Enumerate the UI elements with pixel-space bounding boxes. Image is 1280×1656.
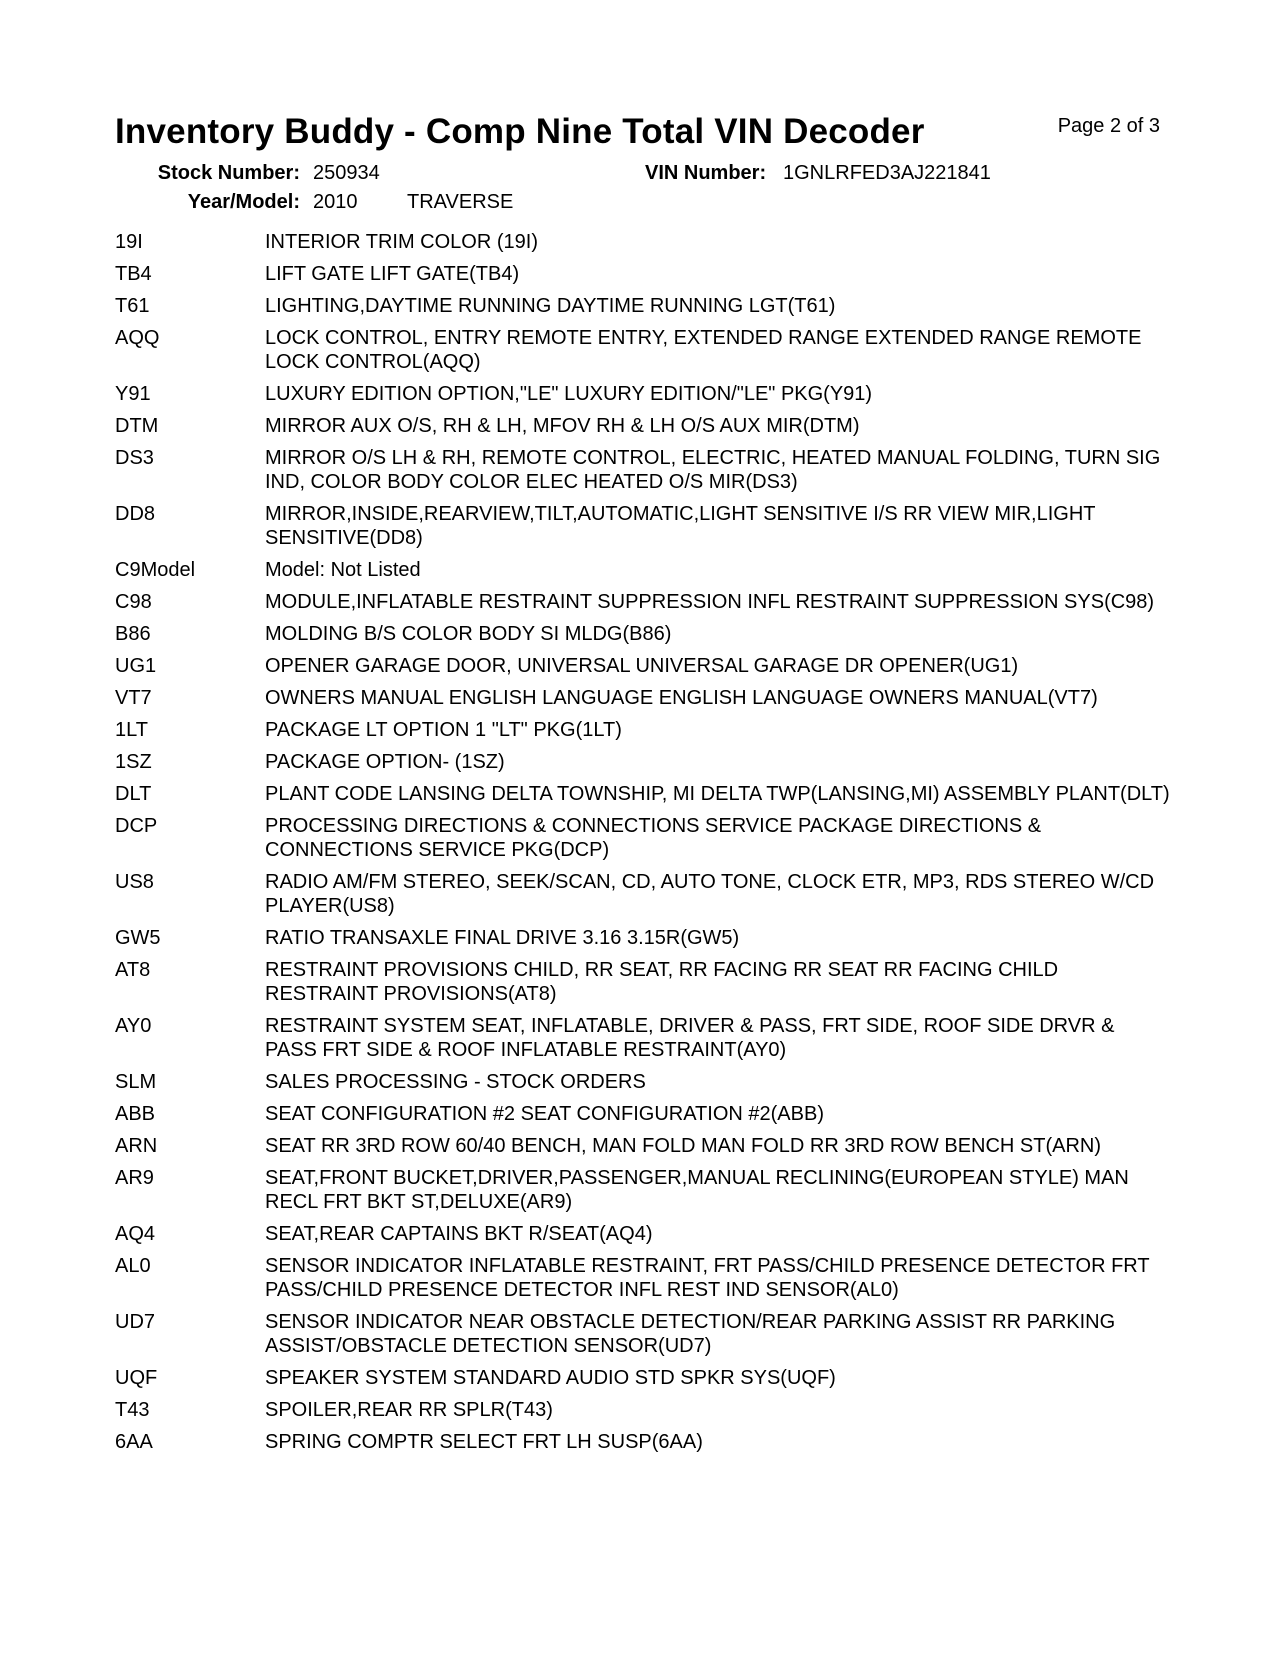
option-code: 1SZ: [115, 751, 152, 773]
option-description: RESTRAINT SYSTEM SEAT, INFLATABLE, DRIVER & PASS, FRT SIDE, ROOF SIDE DRVR & PASS FRT SIDE & ROOF INFLATABLE RESTRAINT(AY0): [265, 1015, 1115, 1061]
option-row: [115, 1134, 1170, 1158]
option-description: SPEAKER SYSTEM STANDARD AUDIO STD SPKR SYS(UQF): [265, 1367, 836, 1389]
option-description: MOLDING B/S COLOR BODY SI MLDG(B86): [265, 623, 672, 645]
option-description: OPENER GARAGE DOOR, UNIVERSAL UNIVERSAL GARAGE DR OPENER(UG1): [265, 655, 1019, 677]
option-code: ABB: [115, 1103, 156, 1125]
option-description: SPRING COMPTR SELECT FRT LH SUSP(6AA): [265, 1431, 703, 1453]
option-description: MIRROR O/S LH & RH, REMOTE CONTROL, ELECTRIC, HEATED MANUAL FOLDING, TURN SIG IND, COLOR BODY COLOR ELEC HEATED O/S MIR(DS3): [265, 447, 1161, 493]
option-code: AT8: [115, 959, 151, 981]
option-code: AQ4: [115, 1223, 156, 1245]
option-code: 1LT: [115, 719, 148, 741]
option-description: MODULE,INFLATABLE RESTRAINT SUPPRESSION INFL RESTRAINT SUPPRESSION SYS(C98): [265, 591, 1155, 613]
model-value: TRAVERSE: [407, 191, 514, 213]
option-description: SEAT,FRONT BUCKET,DRIVER,PASSENGER,MANUAL RECLINING(EUROPEAN STYLE) MAN RECL FRT BKT ST,DELUXE(AR9): [265, 1167, 1129, 1213]
option-row: [115, 1166, 1170, 1214]
option-row: [115, 558, 1170, 582]
option-code: DCP: [115, 815, 158, 837]
stock-number-value: 250934: [313, 162, 380, 184]
option-description: LIFT GATE LIFT GATE(TB4): [265, 263, 520, 285]
option-row: [115, 326, 1170, 374]
option-description: LIGHTING,DAYTIME RUNNING DAYTIME RUNNING LGT(T61): [265, 295, 836, 317]
option-row: [115, 502, 1170, 550]
option-code: DS3: [115, 447, 154, 469]
option-row: [115, 1014, 1170, 1062]
option-code: UG1: [115, 655, 157, 677]
option-description: PACKAGE LT OPTION 1 "LT" PKG(1LT): [265, 719, 622, 741]
option-row: [115, 446, 1170, 494]
option-row: [115, 230, 1170, 254]
option-code: C98: [115, 591, 152, 613]
option-code: AQQ: [115, 327, 160, 349]
option-row: [115, 654, 1170, 678]
option-code: T61: [115, 295, 150, 317]
option-description: MIRROR,INSIDE,REARVIEW,TILT,AUTOMATIC,LIGHT SENSITIVE I/S RR VIEW MIR,LIGHT SENSITIVE(DD8): [265, 503, 1096, 549]
option-row: [115, 414, 1170, 438]
option-row: [115, 814, 1170, 862]
option-row: [115, 870, 1170, 918]
option-description: LOCK CONTROL, ENTRY REMOTE ENTRY, EXTENDED RANGE EXTENDED RANGE REMOTE LOCK CONTROL(AQQ): [265, 327, 1142, 373]
option-code: Y91: [115, 383, 151, 405]
year-model-label: Year/Model:: [187, 191, 300, 213]
option-description: OWNERS MANUAL ENGLISH LANGUAGE ENGLISH LANGUAGE OWNERS MANUAL(VT7): [265, 687, 1098, 709]
stock-number-label: Stock Number:: [157, 162, 300, 184]
option-code: US8: [115, 871, 154, 893]
option-description: SALES PROCESSING - STOCK ORDERS: [265, 1071, 646, 1093]
option-code: 6AA: [115, 1431, 153, 1453]
option-description: MIRROR AUX O/S, RH & LH, MFOV RH & LH O/S AUX MIR(DTM): [265, 415, 860, 437]
option-code: C9Model: [115, 559, 196, 581]
option-code: AY0: [115, 1015, 152, 1037]
option-description: LUXURY EDITION OPTION,"LE" LUXURY EDITION/"LE" PKG(Y91): [265, 383, 873, 405]
option-description: RADIO AM/FM STEREO, SEEK/SCAN, CD, AUTO TONE, CLOCK ETR, MP3, RDS STEREO W/CD PLAYER(US8): [265, 871, 1155, 917]
option-code: VT7: [115, 687, 152, 709]
option-row: [115, 782, 1170, 806]
option-row: [115, 1398, 1170, 1422]
option-row: [115, 382, 1170, 406]
option-description: SPOILER,REAR RR SPLR(T43): [265, 1399, 553, 1421]
option-row: [115, 1222, 1170, 1246]
option-description: SEAT RR 3RD ROW 60/40 BENCH, MAN FOLD MAN FOLD RR 3RD ROW BENCH ST(ARN): [265, 1135, 1102, 1157]
option-code: DLT: [115, 783, 152, 805]
option-code: 19I: [115, 231, 143, 253]
option-description: INTERIOR TRIM COLOR (19I): [265, 231, 538, 253]
option-row: [115, 686, 1170, 710]
option-row: [115, 958, 1170, 1006]
option-code: B86: [115, 623, 151, 645]
option-code: UD7: [115, 1311, 156, 1333]
option-row: [115, 1070, 1170, 1094]
option-row: [115, 1430, 1170, 1454]
option-row: [115, 750, 1170, 774]
option-code: DTM: [115, 415, 159, 437]
option-description: SENSOR INDICATOR NEAR OBSTACLE DETECTION/REAR PARKING ASSIST RR PARKING ASSIST/OBSTACLE DETECTION SENSOR(UD7): [265, 1311, 1116, 1357]
option-row: [115, 1366, 1170, 1390]
option-row: [115, 590, 1170, 614]
option-description: Model: Not Listed: [265, 559, 421, 581]
option-list: [115, 230, 1170, 1462]
option-description: RESTRAINT PROVISIONS CHILD, RR SEAT, RR FACING RR SEAT RR FACING CHILD RESTRAINT PROVISIONS(AT8): [265, 959, 1059, 1005]
option-row: [115, 926, 1170, 950]
option-row: [115, 1254, 1170, 1302]
option-description: PROCESSING DIRECTIONS & CONNECTIONS SERVICE PACKAGE DIRECTIONS & CONNECTIONS SERVICE PKG(DCP): [265, 815, 1042, 861]
option-code: DD8: [115, 503, 156, 525]
option-description: PACKAGE OPTION- (1SZ): [265, 751, 505, 773]
option-description: SEAT,REAR CAPTAINS BKT R/SEAT(AQ4): [265, 1223, 653, 1245]
option-description: SENSOR INDICATOR INFLATABLE RESTRAINT, FRT PASS/CHILD PRESENCE DETECTOR FRT PASS/CHILD PRESENCE DETECTOR INFL REST IND SENSOR(AL0): [265, 1255, 1150, 1301]
option-row: [115, 1102, 1170, 1126]
option-row: [115, 262, 1170, 286]
year-value: 2010: [313, 191, 358, 213]
option-description: RATIO TRANSAXLE FINAL DRIVE 3.16 3.15R(GW5): [265, 927, 740, 949]
option-description: SEAT CONFIGURATION #2 SEAT CONFIGURATION #2(ABB): [265, 1103, 824, 1125]
option-description: PLANT CODE LANSING DELTA TOWNSHIP, MI DELTA TWP(LANSING,MI) ASSEMBLY PLANT(DLT): [265, 783, 1170, 805]
option-code: GW5: [115, 927, 161, 949]
option-code: TB4: [115, 263, 152, 285]
option-code: AL0: [115, 1255, 151, 1277]
page-number: Page 2 of 3: [1057, 115, 1160, 137]
vin-label: VIN Number:: [645, 162, 767, 184]
option-row: [115, 1310, 1170, 1358]
option-row: [115, 294, 1170, 318]
page-title: Inventory Buddy - Comp Nine Total VIN Decoder: [115, 112, 925, 151]
option-row: [115, 718, 1170, 742]
option-code: AR9: [115, 1167, 154, 1189]
vin-value: 1GNLRFED3AJ221841: [783, 162, 991, 184]
option-code: T43: [115, 1399, 150, 1421]
option-code: ARN: [115, 1135, 158, 1157]
option-row: [115, 622, 1170, 646]
option-code: UQF: [115, 1367, 158, 1389]
option-code: SLM: [115, 1071, 157, 1093]
